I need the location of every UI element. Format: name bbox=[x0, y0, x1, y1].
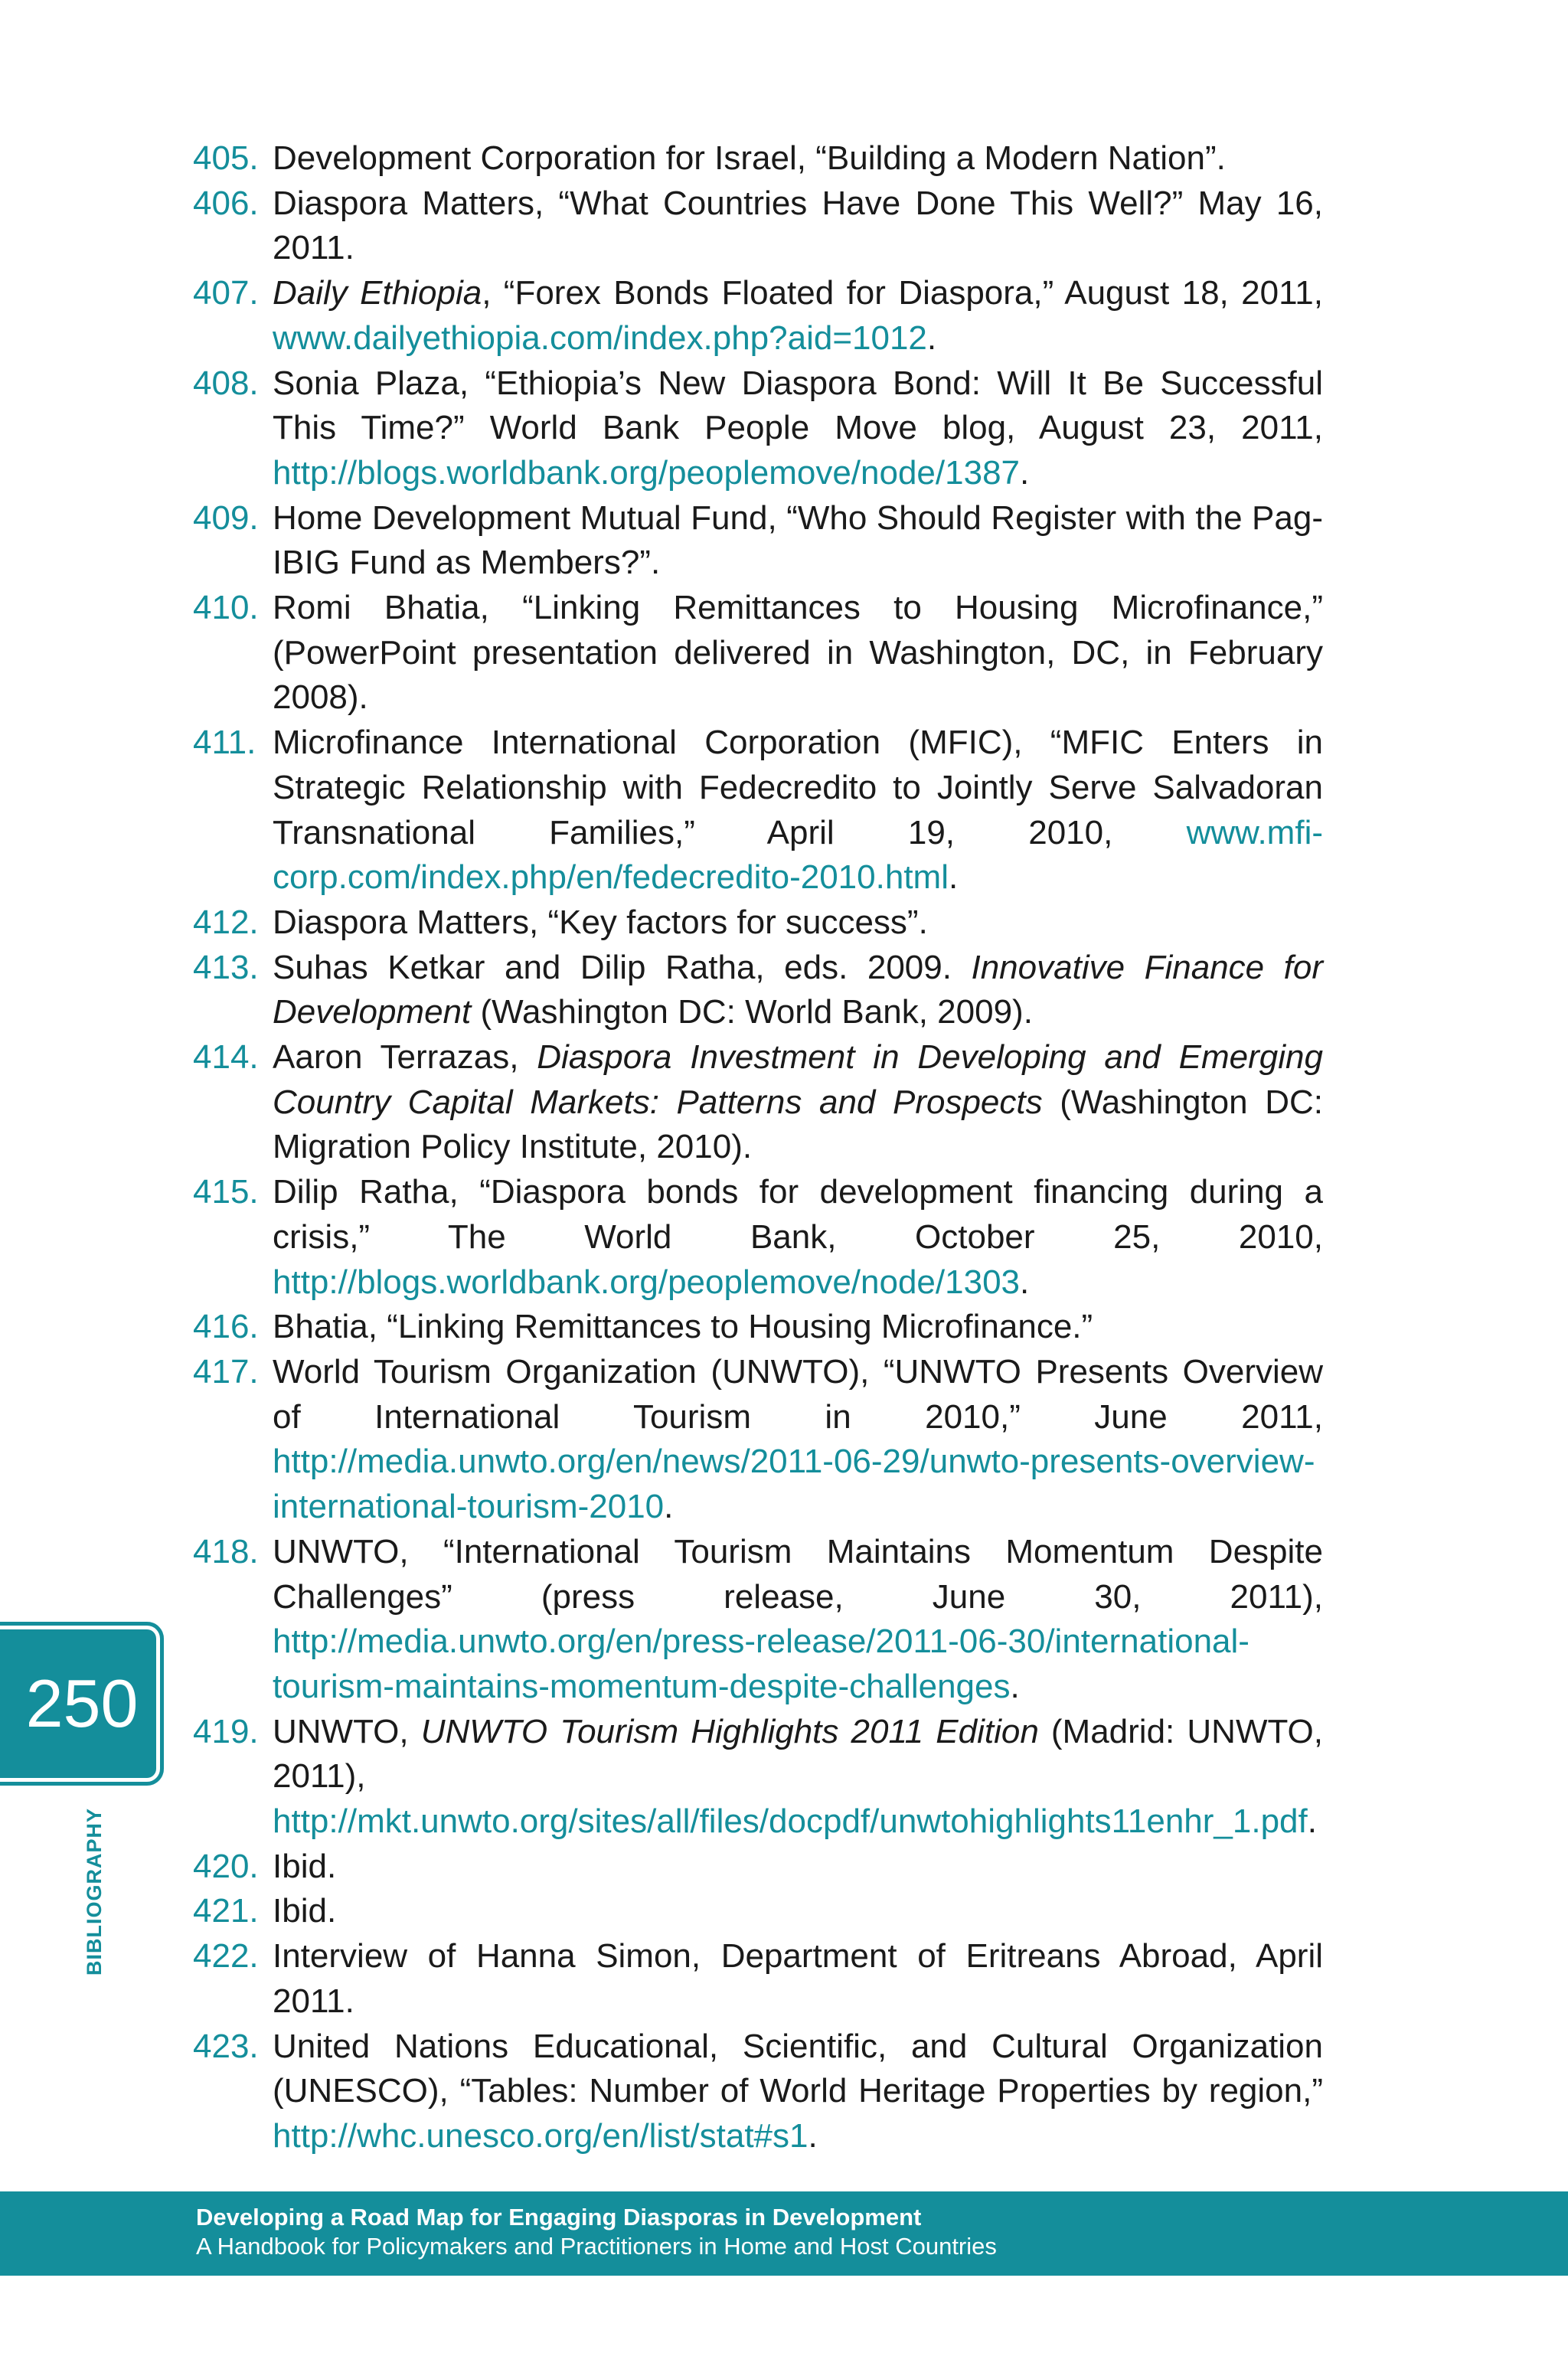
reference-text: Aaron Terrazas, bbox=[273, 1038, 537, 1077]
reference-item bbox=[193, 1845, 1323, 1890]
reference-number: 419. bbox=[193, 1712, 259, 1750]
reference-number: 422. bbox=[193, 1937, 259, 1976]
reference-item bbox=[193, 1170, 1323, 1305]
reference-text: Sonia Plaza, “Ethiopia’s New Diaspora Bond: Will It Be Successful This Time?” World Bank People Move blog, August 23, 2011, bbox=[273, 364, 1323, 447]
reference-text: Diaspora Matters, “Key factors for success”. bbox=[273, 903, 928, 941]
reference-text: (Madrid: UNWTO, 2011), bbox=[273, 1712, 1323, 1796]
reference-number: 423. bbox=[193, 2027, 259, 2065]
reference-link[interactable]: http://media.unwto.org/en/news/2011-06-29/unwto-presents-overview-international-tourism-2010 bbox=[273, 1443, 1315, 1526]
reference-number: 409. bbox=[193, 498, 259, 537]
reference-text: Diaspora Matters, “What Countries Have Done This Well?” May 16, 2011. bbox=[273, 184, 1323, 267]
reference-item bbox=[193, 1305, 1323, 1350]
reference-item bbox=[193, 1934, 1323, 2024]
reference-link[interactable]: www.dailyethiopia.com/index.php?aid=1012 bbox=[273, 319, 927, 357]
reference-number: 417. bbox=[193, 1352, 259, 1391]
reference-item bbox=[193, 2025, 1323, 2159]
reference-item bbox=[193, 1035, 1323, 1170]
page-number: 250 bbox=[25, 1665, 139, 1741]
reference-text: Home Development Mutual Fund, “Who Should Register with the Pag-IBIG Fund as Members?”. bbox=[273, 498, 1323, 582]
reference-item bbox=[193, 1530, 1323, 1710]
reference-number: 410. bbox=[193, 589, 259, 627]
reference-text: Development Corporation for Israel, “Building a Modern Nation”. bbox=[273, 139, 1226, 177]
reference-link[interactable]: http://blogs.worldbank.org/peoplemove/node/1303 bbox=[273, 1263, 1021, 1301]
reference-item bbox=[193, 1710, 1323, 1845]
reference-item bbox=[193, 946, 1323, 1035]
reference-item bbox=[193, 586, 1323, 721]
footer-subtitle: A Handbook for Policymakers and Practitioners in Home and Host Countries bbox=[196, 2233, 997, 2260]
reference-item bbox=[193, 721, 1323, 900]
reference-text: . bbox=[664, 1488, 674, 1526]
reference-link[interactable]: http://blogs.worldbank.org/peoplemove/node/1387 bbox=[273, 453, 1021, 492]
reference-item bbox=[193, 496, 1323, 586]
reference-number: 418. bbox=[193, 1532, 259, 1570]
reference-text: . bbox=[1020, 1263, 1030, 1301]
reference-link[interactable]: http://whc.unesco.org/en/list/stat#s1 bbox=[273, 2116, 808, 2155]
reference-text: . bbox=[1020, 453, 1030, 492]
reference-item bbox=[193, 136, 1323, 181]
reference-text: Interview of Hanna Simon, Department of Eritreans Abroad, April 2011. bbox=[273, 1937, 1323, 2020]
reference-text: Microfinance International Corporation (MFIC), “MFIC Enters in Strategic Relationship with Fedecredito to Jointly Serve Salvadoran Transnational Families,” April 19, 2010, bbox=[273, 724, 1323, 851]
reference-link[interactable]: http://media.unwto.org/en/press-release/2011-06-30/international-tourism-maintains-momentum-despite-challenges bbox=[273, 1623, 1250, 1705]
reference-text: . bbox=[1307, 1802, 1317, 1841]
reference-number: 411. bbox=[193, 724, 256, 762]
reference-item bbox=[193, 181, 1323, 271]
reference-text: UNWTO, bbox=[273, 1712, 421, 1750]
reference-item bbox=[193, 900, 1323, 946]
reference-text: Dilip Ratha, “Diaspora bonds for development financing during a crisis,” The World Bank, October 25, 2010, bbox=[273, 1173, 1323, 1256]
footer-title: Developing a Road Map for Engaging Diasporas in Development bbox=[196, 2204, 922, 2230]
reference-number: 406. bbox=[193, 184, 259, 222]
reference-text: UNWTO, “International Tourism Maintains Momentum Despite Challenges” (press release, June 30, 2011), bbox=[273, 1532, 1323, 1616]
reference-link[interactable]: http://mkt.unwto.org/sites/all/files/docpdf/unwtohighlights11enhr_1.pdf bbox=[273, 1802, 1308, 1841]
reference-item bbox=[193, 1350, 1323, 1530]
reference-number: 405. bbox=[193, 139, 259, 177]
reference-text: (Washington DC: Migration Policy Institute, 2010). bbox=[273, 1083, 1323, 1166]
reference-number: 407. bbox=[193, 274, 259, 312]
reference-number: 414. bbox=[193, 1038, 259, 1077]
reference-number: 416. bbox=[193, 1308, 259, 1346]
reference-number: 421. bbox=[193, 1892, 259, 1930]
reference-title-italic: Innovative Finance for Development bbox=[273, 948, 1323, 1031]
reference-text: Suhas Ketkar and Dilip Ratha, eds. 2009. bbox=[273, 948, 972, 986]
reference-text: (Washington DC: World Bank, 2009). bbox=[471, 993, 1033, 1031]
page-number-tab bbox=[0, 1622, 164, 1786]
reference-text: Romi Bhatia, “Linking Remittances to Housing Microfinance,” (PowerPoint presentation delivered in Washington, DC, in February 2008). bbox=[273, 589, 1323, 717]
reference-text: Ibid. bbox=[273, 1847, 337, 1885]
reference-text: Bhatia, “Linking Remittances to Housing Microfinance.” bbox=[273, 1308, 1093, 1346]
reference-number: 420. bbox=[193, 1847, 259, 1885]
reference-text: Ibid. bbox=[273, 1892, 337, 1930]
reference-link[interactable]: www.mfi-corp.com/index.php/en/fedecredito-2010.html bbox=[273, 813, 1323, 897]
reference-number: 412. bbox=[193, 903, 259, 941]
reference-item bbox=[193, 361, 1323, 496]
reference-list bbox=[193, 136, 1323, 2159]
reference-item bbox=[193, 271, 1323, 361]
reference-title-italic: Diaspora Investment in Developing and Emerging Country Capital Markets: Patterns and Prospects bbox=[273, 1038, 1323, 1121]
footer-bar bbox=[0, 2191, 1568, 2276]
reference-text: . bbox=[948, 858, 959, 897]
reference-text: . bbox=[1010, 1667, 1020, 1705]
reference-number: 415. bbox=[193, 1173, 259, 1211]
section-label: BIBLIOGRAPHY bbox=[83, 1807, 106, 1976]
reference-number: 413. bbox=[193, 948, 259, 986]
reference-number: 408. bbox=[193, 364, 259, 402]
reference-text: , “Forex Bonds Floated for Diaspora,” August 18, 2011, bbox=[482, 274, 1323, 312]
reference-text: World Tourism Organization (UNWTO), “UNWTO Presents Overview of International Tourism in 2010,” June 2011, bbox=[273, 1352, 1323, 1436]
reference-title-italic: Daily Ethiopia bbox=[273, 274, 482, 312]
reference-item bbox=[193, 1889, 1323, 1934]
reference-title-italic: UNWTO Tourism Highlights 2011 Edition bbox=[420, 1712, 1039, 1750]
reference-text: . bbox=[808, 2116, 818, 2155]
reference-text: . bbox=[926, 319, 937, 357]
reference-text: United Nations Educational, Scientific, and Cultural Organization (UNESCO), “Tables: Number of World Heritage Properties by region,” bbox=[273, 2027, 1323, 2110]
